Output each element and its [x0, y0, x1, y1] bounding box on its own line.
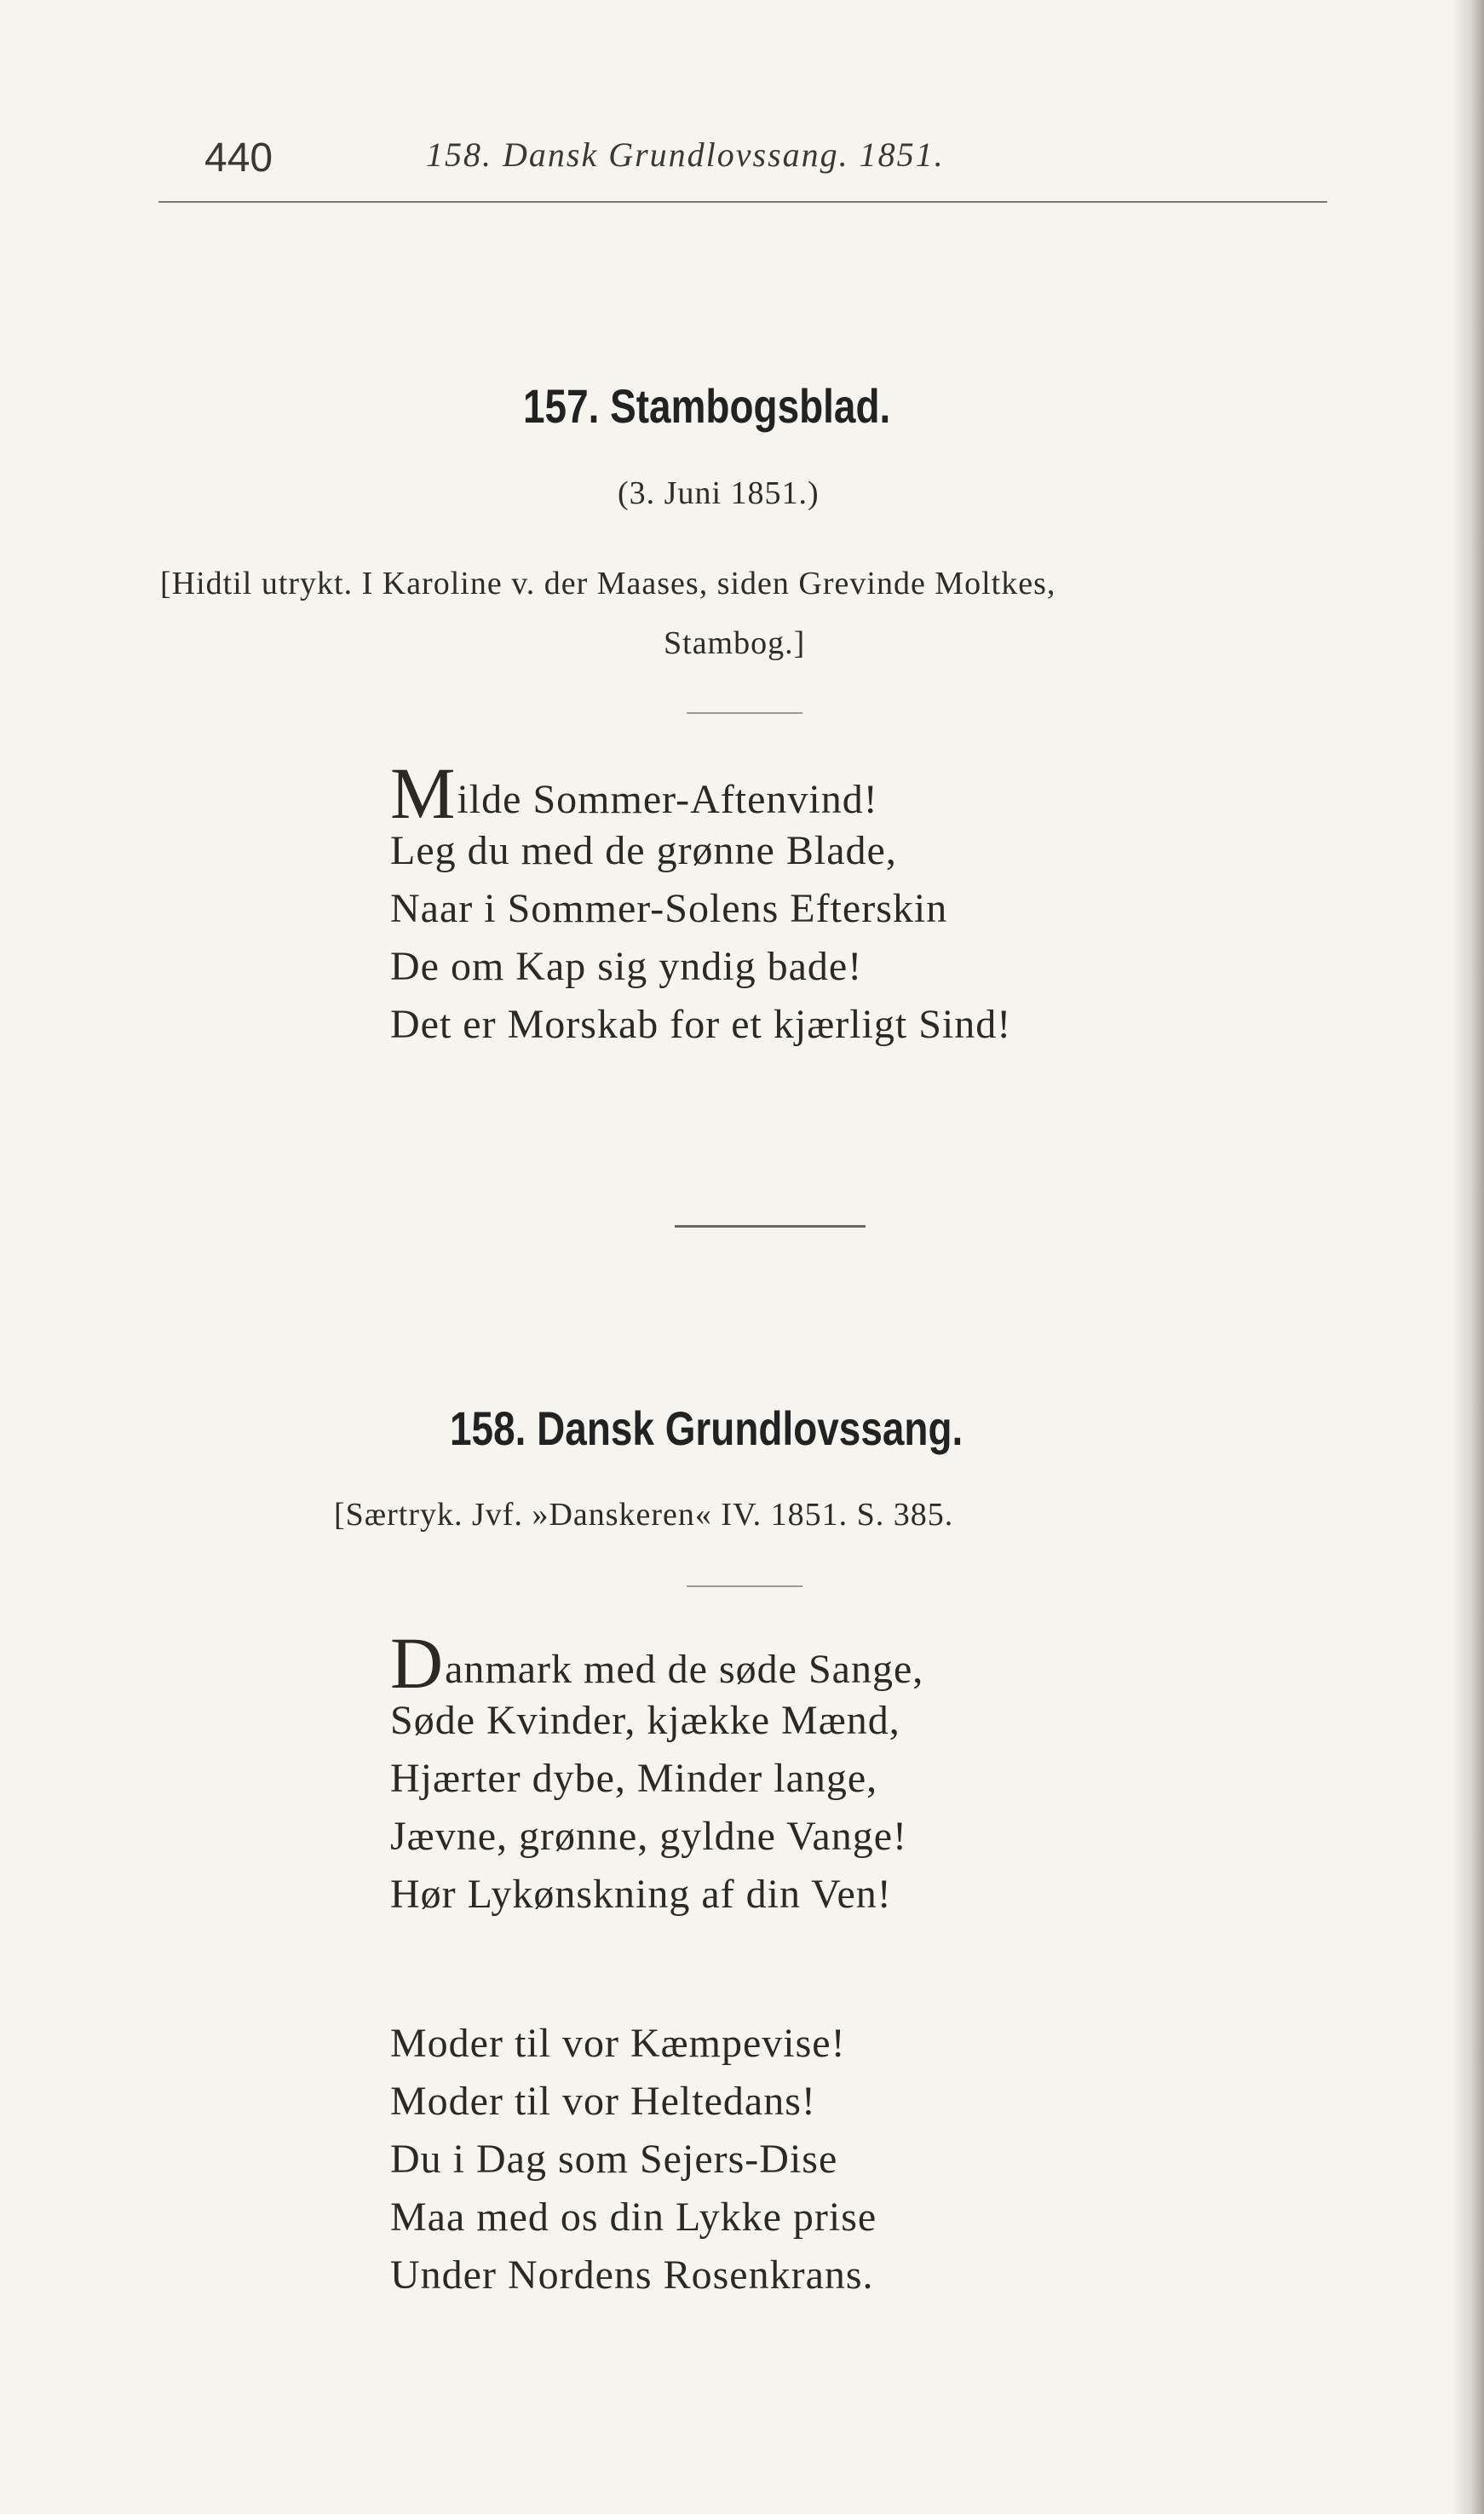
poem-157-note-line1: [Hidtil utrykt. I Karoline v. der Maases, siden Grevinde Moltkes, — [160, 566, 1056, 601]
poem-157-date: (3. Juni 1851.) — [618, 475, 820, 511]
verse-line-text: ilde Sommer-Aftenvind! — [457, 777, 878, 822]
verse-line: Hjærter dybe, Minder lange, — [390, 1756, 878, 1801]
verse-line: Hør Lykønskning af din Ven! — [390, 1872, 892, 1917]
verse-line: Moder til vor Kæmpevise! — [390, 2021, 846, 2066]
page-number: 440 — [204, 135, 273, 181]
poem-158-heading: 158. Dansk Grundlovssang. — [450, 1401, 963, 1455]
poem-157-heading: 157. Stambogsblad. — [523, 379, 891, 433]
verse-line: Maa med os din Lykke prise — [390, 2195, 877, 2240]
verse-line — [390, 752, 1011, 834]
verse-line: Jævne, grønne, gyldne Vange! — [390, 1814, 907, 1859]
running-title: 158. Dansk Grundlovssang. 1851. — [426, 135, 945, 174]
short-divider — [687, 1585, 802, 1587]
drop-cap: M — [390, 752, 457, 834]
section-divider — [675, 1225, 866, 1228]
poem-158-stanza-1 — [390, 1622, 924, 1924]
verse-line: Under Nordens Rosenkrans. — [390, 2252, 874, 2298]
verse-line-text: anmark med de søde Sange, — [445, 1647, 924, 1692]
poem-157-verse — [390, 752, 1012, 1054]
page-edge-shadow — [1452, 0, 1484, 2514]
poem-158-note: [Særtryk. Jvf. »Danskeren« IV. 1851. S. 385. — [334, 1497, 954, 1533]
header-rule — [158, 201, 1327, 203]
verse-line: Det er Morskab for et kjærligt Sind! — [390, 1002, 1012, 1047]
verse-line: Søde Kvinder, kjække Mænd, — [390, 1698, 900, 1743]
drop-cap: D — [390, 1622, 445, 1704]
verse-line: Moder til vor Heltedans! — [390, 2079, 816, 2124]
short-divider — [687, 712, 802, 714]
poem-157-note-line2: Stambog.] — [664, 625, 806, 661]
poem-158-stanza-2 — [390, 2015, 877, 2304]
verse-line: Du i Dag som Sejers-Dise — [390, 2137, 838, 2182]
verse-line: De om Kap sig yndig bade! — [390, 944, 863, 989]
verse-line: Leg du med de grønne Blade, — [390, 828, 897, 873]
verse-line: Naar i Sommer-Solens Efterskin — [390, 886, 948, 931]
verse-line — [390, 1622, 924, 1704]
